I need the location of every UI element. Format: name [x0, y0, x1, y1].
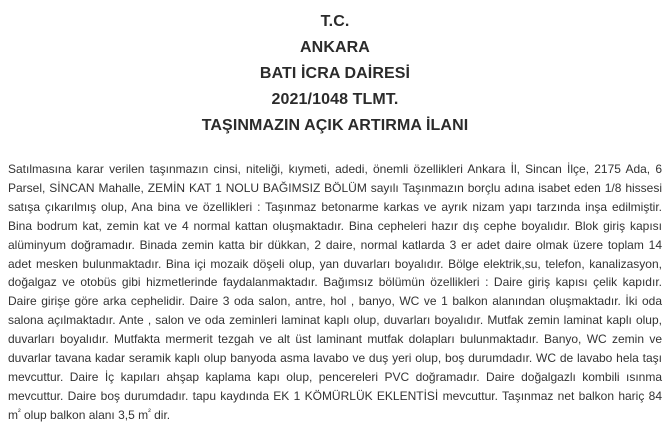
header-office: BATI İCRA DAİRESİ — [259, 65, 411, 82]
superscript-square-1: ² — [18, 406, 21, 416]
superscript-square-2: ² — [148, 406, 151, 416]
header-country: T.C. — [320, 13, 350, 30]
body-paragraph-end: dir. — [150, 407, 171, 422]
header-file-number: 2021/1048 TLMT. — [271, 91, 399, 108]
header-city: ANKARA — [300, 39, 370, 56]
body-paragraph-mid: olup balkon alanı 3,5 m — [20, 407, 149, 422]
header-announcement-title: TAŞINMAZIN AÇIK ARTIRMA İLANI — [201, 117, 469, 134]
body-paragraph-main: Satılmasına karar verilen taşınmazın cinsi, niteliği, kıymeti, adedi, önemli özellikleri Ankara İl, Sincan İlçe, 2175 Ada, 6 Parsel, SİNCAN Mahalle, ZEMİN KAT 1 NOLU BAĞIMSIZ BÖLÜM sayılı Taşınmazın borçlu adına isabet eden 1/8 hissesi satışa çıkarılmış olup, Ana bina ve özellikleri : Taşınmaz betonarme karkas ve ayrık nizam yapı tarzında inşa edilmiştir. Bina bodrum kat, zemin kat ve 4 normal kattan oluşmaktadır. Bina cepheleri hazır dış cephe boyalıdır. Blok giriş kapısı alüminyum doğramadır. Binada zemin katta bir dükkan, 2 daire, normal katlarda 3 er adet daire olmak üzere toplam 14 adet mesken bulunmaktadır. Bina içi mozaik döşeli olup, yan duvarları boyalıdır. Bölge elektrik,su, telefon, kanalizasyon, doğalgaz ve otobüs gibi hizmetlerinde faydalanmaktadır. Bağımsız bölümün özellikleri : Daire giriş kapısı çelik kapıdır. Daire girişe göre arka cephelidir. Daire 3 oda salon, antre, hol , banyo, WC ve 1 balkon alanından oluşmaktadır. İki oda salona açılmaktadır. Ante , salon ve oda zeminleri laminat kaplı olup, duvarları boyalıdır. Mutfak zemin laminat kaplı olup, duvarları boyalıdır. Mutfakta mermerit tezgah ve alt üst laminant mutfak dolapları bulunmaktadır. Banyo, WC zemin ve duvarlar tavana kadar seramik kaplı olup banyoda asma lavabo ve duş yeri olup, boş durumdadır. WC de lavabo hela taşı mevcuttur. Daire İç kapıları ahşap kaplama kapı olup, pencereleri PVC doğramadır. Daire doğalgazlı kombili ısınma mevcuttur. Daire boş durumdadır. tapu kaydında EK 1 KÖMÜRLÜK EKLENTİSİ mevcuttur. Taşınmaz net balkon hariç 84 m — [8, 162, 662, 422]
announcement-body — [8, 160, 662, 425]
document-header — [8, 0, 662, 139]
